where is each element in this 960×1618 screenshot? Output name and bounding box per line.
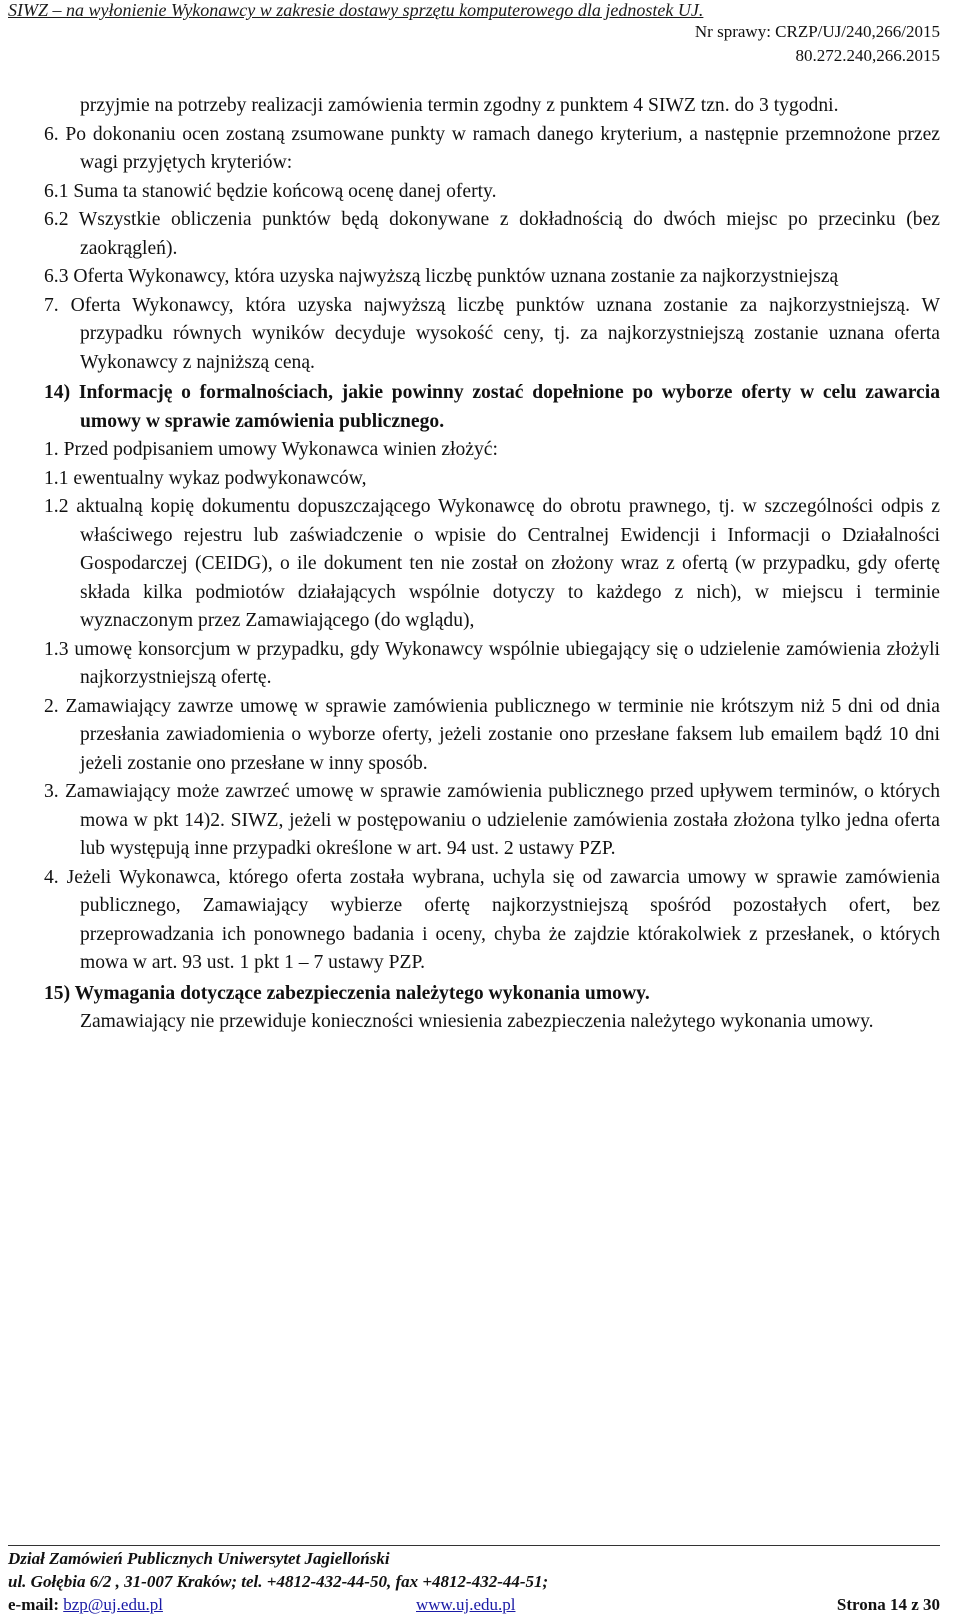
list-item-2: 2. Zamawiający zawrze umowę w sprawie zamówienia publicznego w terminie nie krótszym niż 5 dni od dnia przesłania zawiadomienia o wyborze oferty, jeżeli zostanie ono przesłane faksem lub emailem bądź 10 dni jeżeli zostanie ono przesłane w inny sposób.: [44, 695, 940, 774]
document-body: [44, 92, 940, 1037]
list-item-1-1: 1.1 ewentualny wykaz podwykonawców,: [44, 467, 367, 489]
list-item-6-2: 6.2 Wszystkie obliczenia punktów będą dokonywane z dokładnością do dwóch miejsc po przecinku (bez zaokrągleń).: [44, 209, 940, 259]
list-item-1: 1. Przed podpisaniem umowy Wykonawca winien złożyć:: [44, 439, 498, 460]
document-title: SIWZ – na wyłonienie Wykonawcy w zakresie dostawy sprzętu komputerowego dla jednostek UJ.: [8, 0, 704, 20]
paragraph-continuation: przyjmie na potrzeby realizacji zamówienia termin zgodny z punktem 4 SIWZ tzn. do 3 tygodni.: [80, 95, 839, 116]
list-item-7: 7. Oferta Wykonawcy, która uzyska najwyższą liczbę punktów uznana zostanie za najkorzystniejszą. W przypadku równych wyników decyduje wysokość ceny, tj. za najkorzystniejszą zostanie uznana oferta Wykonawcy z najniższą ceną.: [44, 294, 940, 373]
case-code: 80.272.240,266.2015: [795, 46, 940, 65]
footer-department: Dział Zamówień Publicznych Uniwersytet Jagielloński: [8, 1549, 390, 1568]
page-number: Strona 14 z 30: [836, 1595, 940, 1614]
list-item-3: 3. Zamawiający może zawrzeć umowę w sprawie zamówienia publicznego przed upływem terminów, o których mowa w pkt 14)2. SIWZ, jeżeli w postępowaniu o udzielenie zamówienia została złożona tylko jedna oferta lub występują inne przypadki określone w art. 94 ust. 2 ustawy PZP.: [44, 781, 940, 859]
footer-divider: [8, 1545, 940, 1546]
footer-contact: [8, 1595, 940, 1615]
footer-email-label: e-mail:: [8, 1595, 64, 1614]
list-item-6-1: 6.1 Suma ta stanowić będzie końcową ocenę danej oferty.: [44, 180, 497, 202]
section-15-text: Zamawiający nie przewiduje konieczności wniesienia zabezpieczenia należytego wykonania umowy.: [80, 1011, 874, 1032]
footer-address: ul. Gołębia 6/2 , 31-007 Kraków; tel. +4812-432-44-50, fax +4812-432-44-51;: [8, 1572, 549, 1591]
list-item-4: 4. Jeżeli Wykonawca, którego oferta została wybrana, uchyla się od zawarcia umowy w sprawie zamówienia publicznego, Zamawiający wybierze ofertę najkorzystniejszą spośród pozostałych ofert, bez przeprowadzania ich ponownego badania i oceny, chyba że zajdzie którakolwiek z przesłanek, o których mowa w art. 93 ust. 1 pkt 1 – 7 ustawy PZP.: [44, 866, 940, 973]
list-item-6-3: 6.3 Oferta Wykonawcy, która uzyska najwyższą liczbę punktów uznana zostanie za najkorzystniejszą: [44, 266, 839, 287]
section-heading-14: 14) Informację o formalnościach, jakie powinny zostać dopełnione po wyborze oferty w celu zawarcia umowy w sprawie zamówienia publicznego.: [44, 382, 940, 432]
case-number: Nr sprawy: CRZP/UJ/240,266/2015: [694, 22, 940, 41]
list-item-1-2: 1.2 aktualną kopię dokumentu dopuszczającego Wykonawcę do obrotu prawnego, tj. w szczególności odpis z właściwego rejestru lub zaświadczenie o wpisie do Centralnej Ewidencji i Informacji o Działalności Gospodarczej (CEIDG), o ile dokument ten nie został on złożony wraz z ofertą (w przypadku, gdy ofertę składa kilka podmiotów działających wspólnie dotyczy to każdego z nich), w miejscu i terminie wyznaczonym przez Zamawiającego (do wglądu),: [44, 496, 940, 631]
list-item-6: 6. Po dokonaniu ocen zostaną zsumowane punkty w ramach danego kryterium, a następnie przemnożone przez wagi przyjętych kryteriów:: [44, 123, 940, 173]
section-heading-15: 15) Wymagania dotyczące zabezpieczenia należytego wykonania umowy.: [44, 982, 650, 1004]
footer-email-link[interactable]: bzp@uj.edu.pl: [63, 1595, 163, 1614]
list-item-1-3: 1.3 umowę konsorcjum w przypadku, gdy Wykonawcy wspólnie ubiegający się o udzielenie zamówienia złożyli najkorzystniejszą ofertę.: [44, 638, 940, 688]
footer-website-link[interactable]: www.uj.edu.pl: [416, 1595, 516, 1614]
